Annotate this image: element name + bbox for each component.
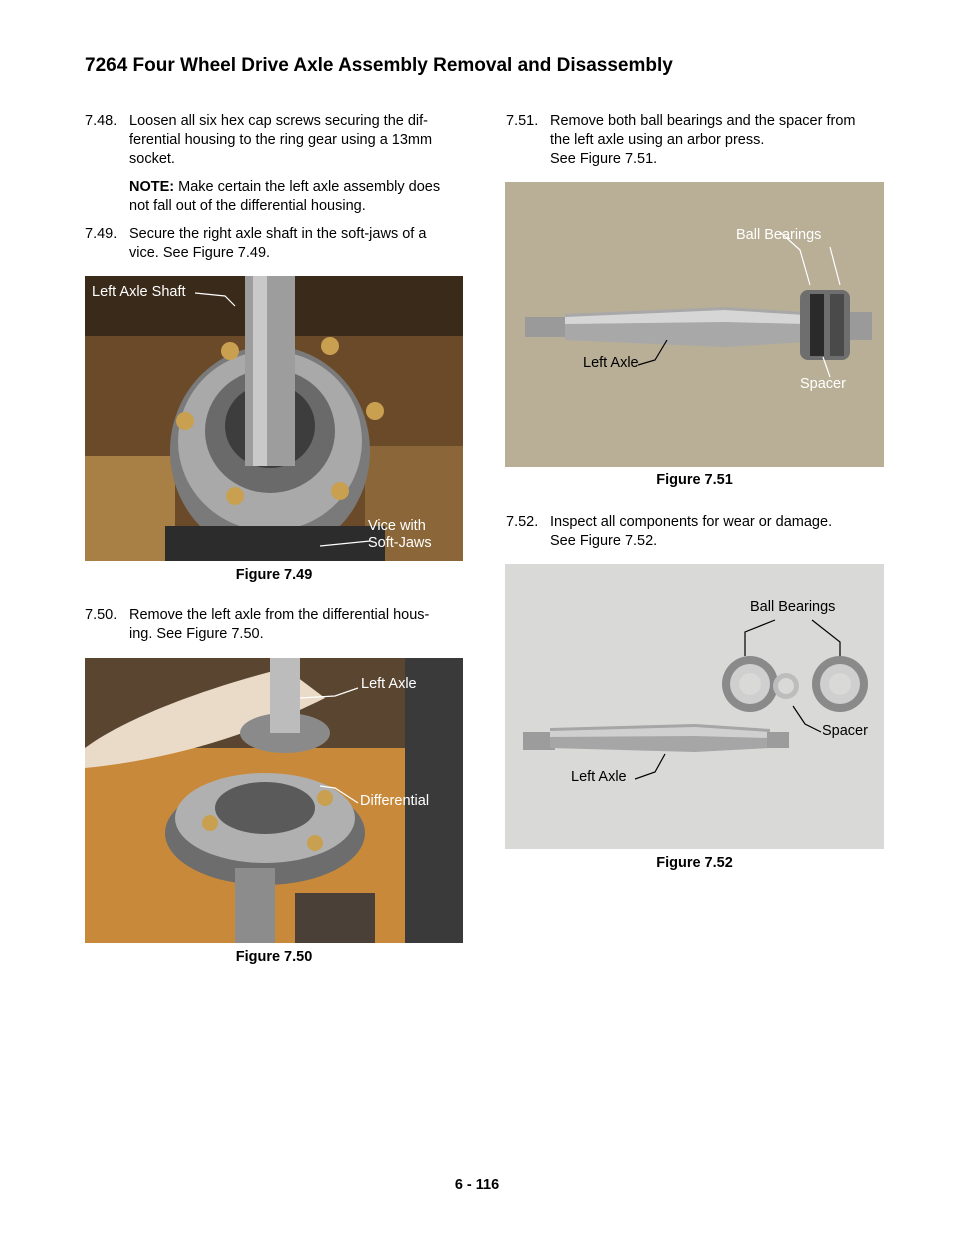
figure-caption: Figure 7.50 (235, 949, 313, 965)
note-label: NOTE: (129, 179, 175, 195)
label-line: Vice with (368, 518, 426, 534)
step-7-51 (506, 112, 896, 172)
step-line: Remove both ball bearings and the spacer from (550, 113, 856, 129)
figure-caption: Figure 7.49 (235, 567, 313, 583)
step-7-48 (85, 112, 465, 172)
figure-7-49-photo (85, 276, 463, 561)
step-text (550, 513, 832, 551)
step-text (129, 225, 426, 263)
step-line: Inspect all components for wear or damage. (550, 514, 833, 530)
step-line: See Figure 7.51. (550, 151, 658, 167)
step-line: socket. (129, 151, 175, 167)
figure-7-50-photo (85, 658, 463, 943)
note-text: Make certain the left axle assembly does (174, 179, 441, 195)
label-left-axle: Left Axle (361, 676, 417, 692)
step-number: 7.49. (85, 226, 118, 242)
step-line: Loosen all six hex cap screws securing the dif- (129, 113, 429, 129)
step-number: 7.51. (506, 113, 539, 129)
label-spacer: Spacer (800, 376, 846, 392)
label-vice (368, 518, 432, 552)
label-left-axle: Left Axle (583, 355, 639, 371)
step-7-50 (85, 606, 465, 646)
step-line: the left axle using an arbor press. (550, 132, 765, 148)
page-title: 7264 Four Wheel Drive Axle Assembly Removal and Disassembly (85, 55, 673, 76)
figure-caption: Figure 7.52 (656, 855, 733, 871)
step-number: 7.52. (506, 514, 539, 530)
step-number: 7.50. (85, 607, 118, 623)
note-text: not fall out of the differential housing. (129, 198, 366, 214)
label-ball-bearings: Ball Bearings (736, 227, 822, 243)
page-number: 6 - 116 (454, 1177, 500, 1193)
figure-caption: Figure 7.51 (656, 472, 733, 488)
figure-7-52-photo (505, 564, 884, 849)
label-ball-bearings: Ball Bearings (750, 599, 836, 615)
step-line: ferential housing to the ring gear using a 13mm (129, 132, 433, 148)
step-7-52 (506, 513, 896, 553)
step-text (129, 606, 429, 644)
step-7-49 (85, 225, 465, 265)
label-left-axle: Left Axle (571, 769, 627, 785)
label-differential: Differential (360, 793, 430, 809)
step-number: 7.48. (85, 113, 118, 129)
note (129, 178, 469, 216)
label-line: Soft-Jaws (368, 535, 432, 551)
axle-with-bearings-photo (505, 182, 884, 467)
step-text (129, 112, 432, 169)
step-line: vice. See Figure 7.49. (129, 245, 271, 261)
step-line: Secure the right axle shaft in the soft-jaws of a (129, 226, 427, 242)
step-line: ing. See Figure 7.50. (129, 626, 264, 642)
figure-7-51-photo (505, 182, 884, 467)
step-line: Remove the left axle from the differential hous- (129, 607, 430, 623)
label-spacer: Spacer (822, 723, 868, 739)
label-left-axle-shaft: Left Axle Shaft (92, 284, 186, 300)
step-line: See Figure 7.52. (550, 533, 658, 549)
step-text (550, 112, 855, 169)
